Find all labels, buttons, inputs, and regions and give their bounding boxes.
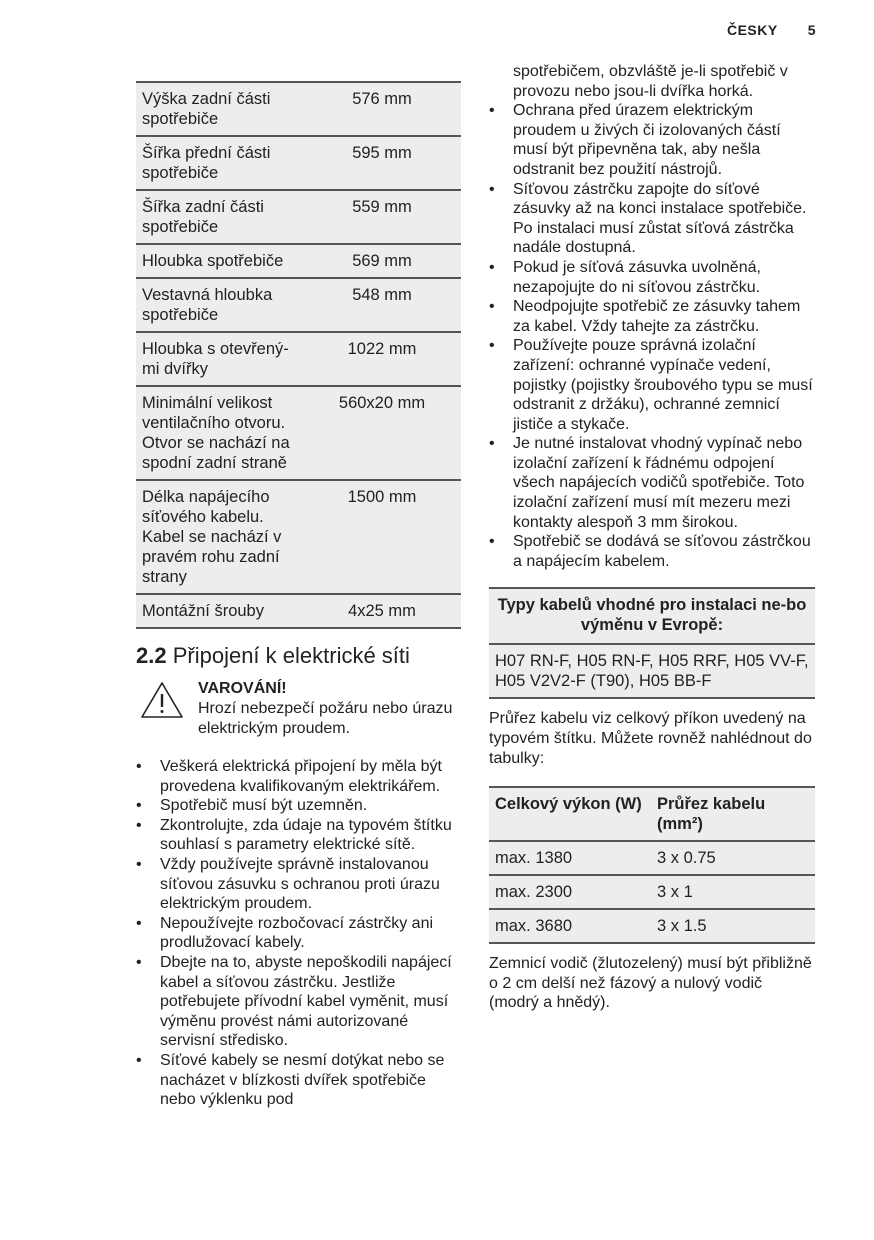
table-row <box>489 875 815 909</box>
spec-label: Montážní šrouby <box>136 594 301 628</box>
list-item: • Dbejte na to, abyste nepoškodili napájecí kabel a síťovou zástrčku. Jestliže potřebujete přívodní kabel vyměnit, musí výměnu provést námi autorizované servisní středisko. <box>136 953 461 1051</box>
spec-label: Vestavná hloubka spotřebiče <box>136 278 301 332</box>
table-row <box>136 244 461 278</box>
right-bullet-list <box>489 101 815 571</box>
spec-label: Minimální velikost ventilačního otvoru. Otvor se nachází na spodní zadní straně <box>136 386 301 480</box>
warning-triangle-icon <box>140 681 184 719</box>
power-header-1: Celkový výkon (W) <box>489 787 651 841</box>
table-row <box>136 332 461 386</box>
spec-label: Šířka zadní části spotřebiče <box>136 190 301 244</box>
spec-value: 595 mm <box>301 136 461 190</box>
list-item: • Síťové kabely se nesmí dotýkat nebo se nacházet v blízkosti dvířek spotřebiče nebo výklenku pod <box>136 1051 461 1110</box>
section-title: Připojení k elektrické síti <box>172 643 410 668</box>
cable-types-table <box>489 587 815 699</box>
power-cell: max. 3680 <box>489 909 651 943</box>
spec-label: Šířka přední části spotřebiče <box>136 136 301 190</box>
table-row <box>489 588 815 644</box>
spec-label: Délka napájecího síťového kabelu. Kabel se nachází v pravém rohu zadní strany <box>136 480 301 594</box>
section-heading <box>136 643 461 669</box>
table-row <box>136 136 461 190</box>
spec-value: 560x20 mm <box>301 386 461 480</box>
section-number: 2.2 <box>136 643 167 668</box>
power-header-2: Průřez kabelu (mm²) <box>651 787 815 841</box>
table-row <box>489 841 815 875</box>
list-item: • Používejte pouze správná izolační zařízení: ochranné vypínače vedení, pojistky (pojistky šroubového typu se musí odstranit z držáku), ochranné zemnicí jističe a stykače. <box>489 336 815 434</box>
list-item: • Vždy používejte správně instalovanou síťovou zásuvku s ochranou proti úrazu elektrickým proudem. <box>136 855 461 914</box>
power-cell: max. 1380 <box>489 841 651 875</box>
cable-note: Průřez kabelu viz celkový příkon uvedený na typovém štítku. Můžete rovněž nahlédnout do tabulky: <box>489 710 812 767</box>
table-row <box>136 386 461 480</box>
spec-value: 559 mm <box>301 190 461 244</box>
power-cell: 3 x 0.75 <box>651 841 815 875</box>
list-item: • Spotřebič musí být uzemněn. <box>136 796 461 816</box>
ground-note: Zemnicí vodič (žlutozelený) musí být přibližně o 2 cm delší než fázový a nulový vodič (modrý a hnědý). <box>489 955 812 1012</box>
table-row <box>136 480 461 594</box>
table-row <box>489 787 815 841</box>
spec-value: 576 mm <box>301 82 461 136</box>
warning-title: VAROVÁNÍ! <box>198 680 287 697</box>
left-bullet-list <box>136 757 461 1110</box>
bullet-continuation: spotřebičem, obzvláště je-li spotřebič v provozu nebo jsou-li dvířka horká. <box>513 63 788 100</box>
left-column <box>136 81 461 1110</box>
list-item: • Pokud je síťová zásuvka uvolněná, nezapojujte do ni síťovou zástrčku. <box>489 258 815 297</box>
warning-box <box>140 679 461 739</box>
list-item: • Síťovou zástrčku zapojte do síťové zásuvky až na konci instalace spotřebiče. Po instalaci musí zůstat síťová zástrčka nadále dostupná. <box>489 180 815 258</box>
spec-value: 1022 mm <box>301 332 461 386</box>
power-cell: 3 x 1.5 <box>651 909 815 943</box>
spec-value: 1500 mm <box>301 480 461 594</box>
page-header <box>727 22 816 38</box>
spec-table <box>136 81 461 629</box>
table-row <box>489 909 815 943</box>
list-item: • Je nutné instalovat vhodný vypínač nebo izolační zařízení k řádnému odpojení všech napájecích vodičů spotřebiče. Toto izolační zařízení musí mít mezeru mezi kontakty alespoň 3 mm širokou. <box>489 434 815 532</box>
table-row <box>489 644 815 698</box>
table-row <box>136 278 461 332</box>
power-table <box>489 786 815 944</box>
list-item: • Ochrana před úrazem elektrickým proudem u živých či izolovaných částí musí být připevněna tak, aby nešla odstranit bez použití nástrojů. <box>489 101 815 179</box>
list-item: • Neodpojujte spotřebič ze zásuvky tahem za kabel. Vždy tahejte za zástrčku. <box>489 297 815 336</box>
list-item: • Zkontrolujte, zda údaje na typovém štítku souhlasí s parametry elektrické sítě. <box>136 816 461 855</box>
spec-value: 548 mm <box>301 278 461 332</box>
power-cell: max. 2300 <box>489 875 651 909</box>
list-item: • Spotřebič se dodává se síťovou zástrčkou a napájecím kabelem. <box>489 532 815 571</box>
spec-label: Hloubka spotřebiče <box>136 244 301 278</box>
spec-value: 4x25 mm <box>301 594 461 628</box>
page-number: 5 <box>807 22 816 38</box>
table-row <box>136 82 461 136</box>
warning-text: Hrozí nebezpečí požáru nebo úrazu elektrickým proudem. <box>198 700 453 737</box>
table-row <box>136 190 461 244</box>
list-item: • Veškerá elektrická připojení by měla být provedena kvalifikovaným elektrikářem. <box>136 757 461 796</box>
list-item: • Nepoužívejte rozbočovací zástrčky ani prodlužovací kabely. <box>136 914 461 953</box>
spec-value: 569 mm <box>301 244 461 278</box>
cable-table-body: H07 RN-F, H05 RN-F, H05 RRF, H05 VV-F, H05 V2V2-F (T90), H05 BB-F <box>489 644 815 698</box>
spec-label: Hloubka s otevřený-mi dvířky <box>136 332 301 386</box>
table-row <box>136 594 461 628</box>
spec-label: Výška zadní části spotřebiče <box>136 82 301 136</box>
cable-table-header: Typy kabelů vhodné pro instalaci ne-bo výměnu v Evropě: <box>489 588 815 644</box>
right-column <box>489 62 815 1013</box>
power-cell: 3 x 1 <box>651 875 815 909</box>
language-label: ČESKY <box>726 22 778 38</box>
